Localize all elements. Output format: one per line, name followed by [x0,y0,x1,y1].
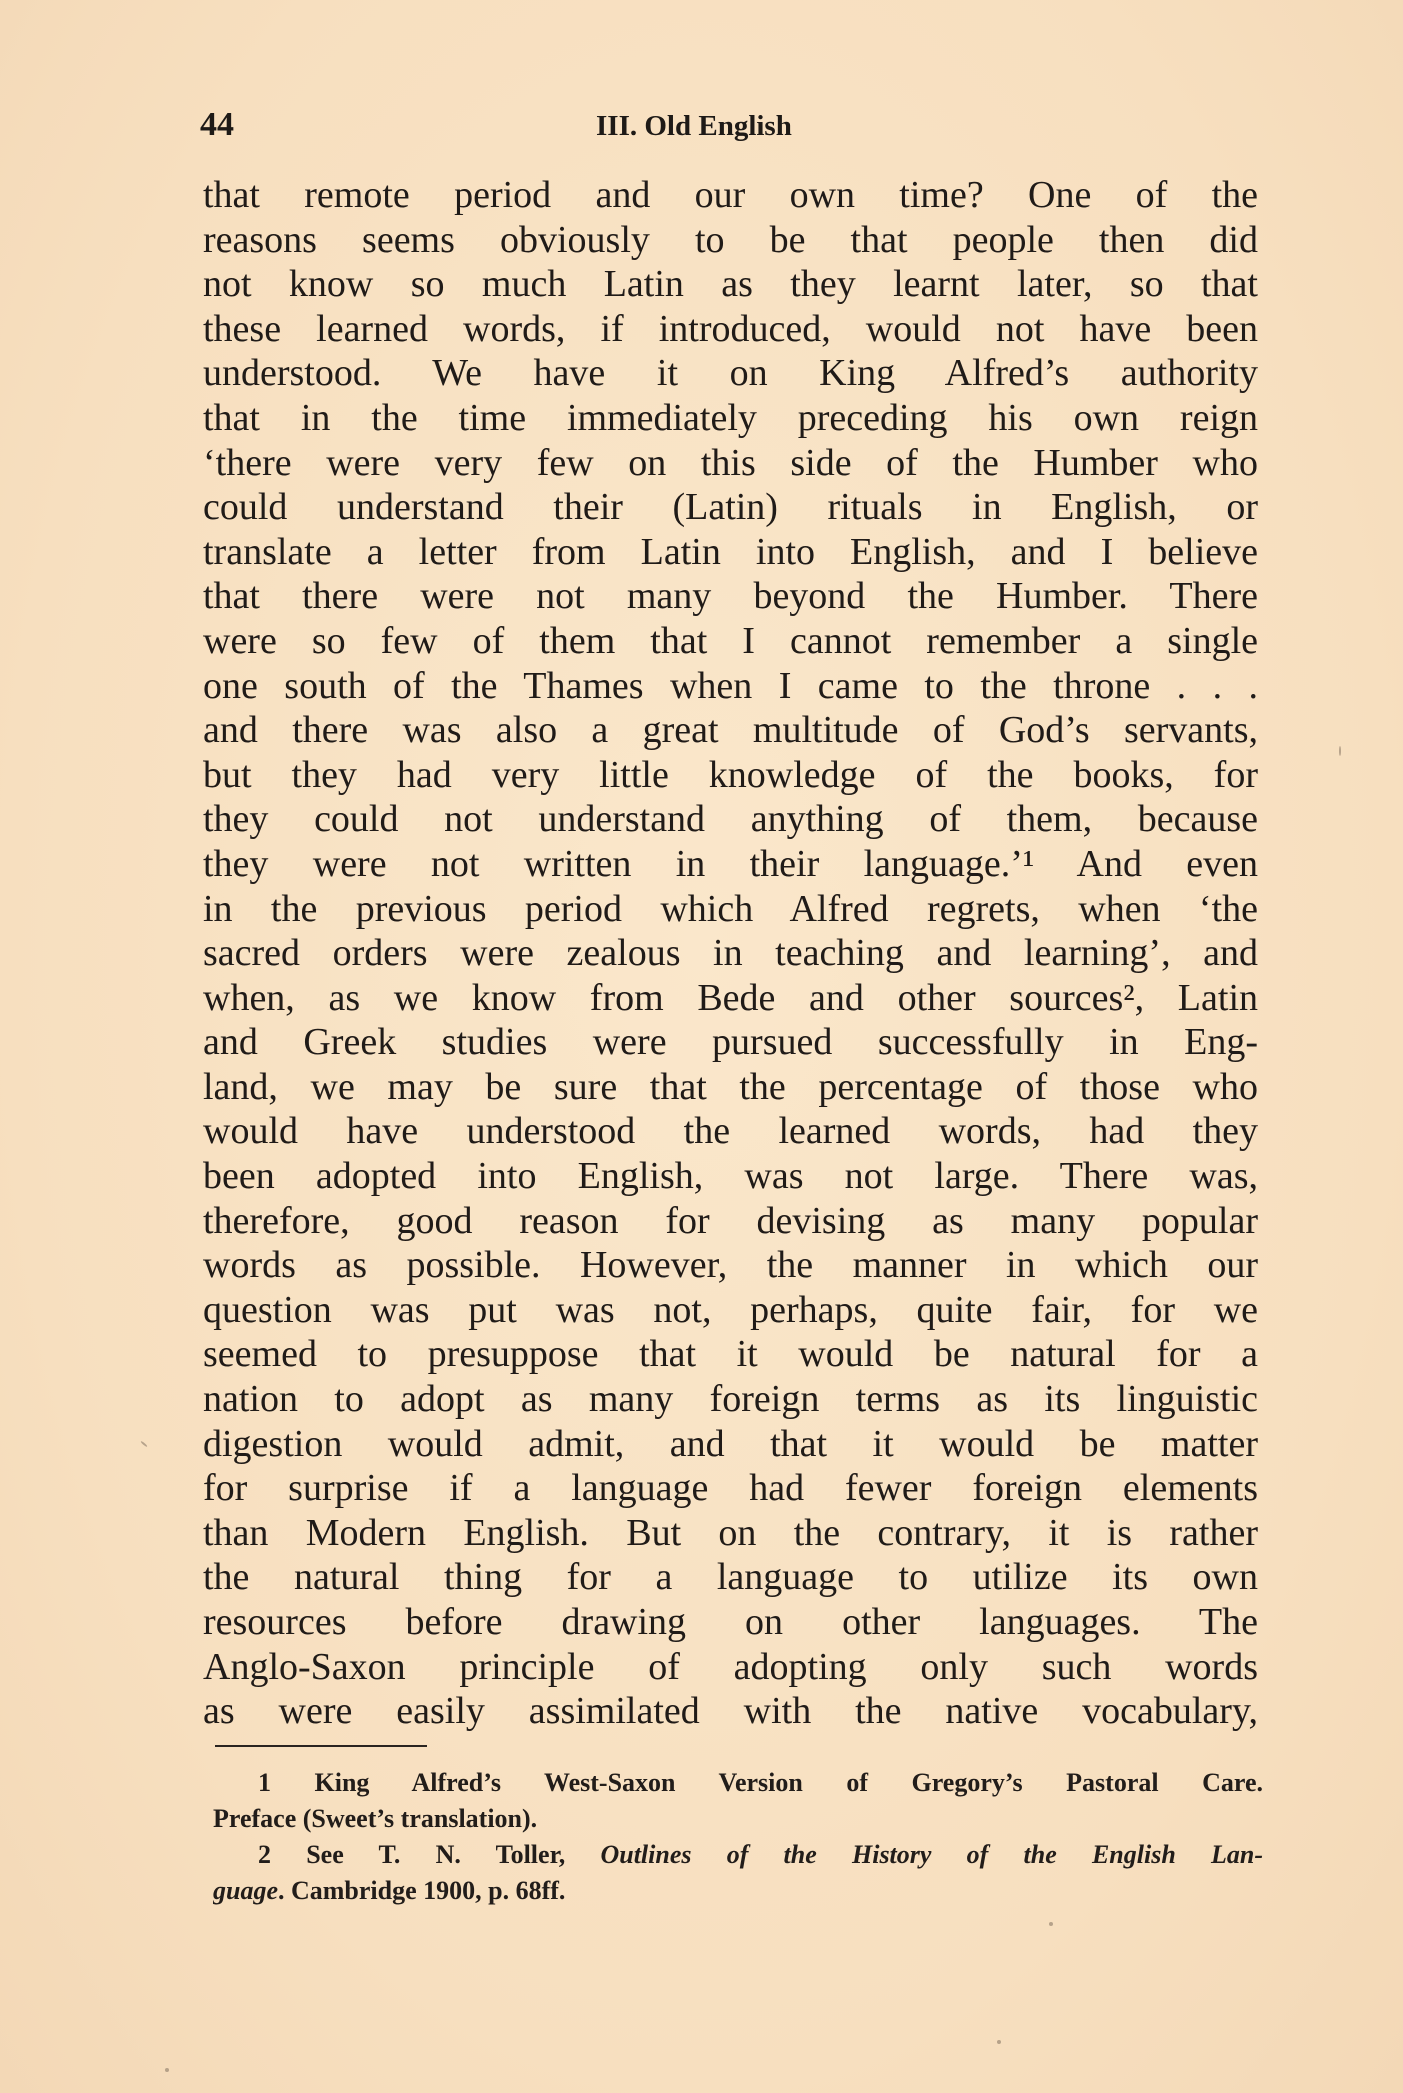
paper-speck [1339,746,1341,756]
text-line: understood. We have it on King Alfred’s authority [203,352,1258,395]
footnote-2-line-1 [213,1837,1263,1873]
text-line: would have understood the learned words, had they [203,1110,1258,1153]
text-line: land, we may be sure that the percentage of those who [203,1065,1258,1108]
paper-speck [165,2068,169,2072]
text-line: they were not written in their language.’¹ And even [203,842,1258,885]
footnote-2-title-part-1: Outlines of the History of the English Lan- [600,1840,1263,1869]
footnote-2-prefix: 2 See T. N. Toller, [258,1840,601,1869]
text-line: Anglo-Saxon principle of adopting only such words [203,1645,1258,1688]
text-line: they could not understand anything of them, because [203,798,1258,841]
text-line: these learned words, if introduced, would not have been [203,307,1258,350]
footnote-rule [215,1745,427,1747]
text-line: therefore, good reason for devising as many popular [203,1199,1258,1242]
text-line: that there were not many beyond the Humber. There [203,575,1258,618]
text-line: and there was also a great multitude of God’s servants, [203,709,1258,752]
running-head [200,106,1260,146]
text-line: sacred orders were zealous in teaching and learning’, and [203,932,1258,975]
text-line: translate a letter from Latin into English, and I believe [203,530,1258,573]
body-text [203,173,1258,1734]
page-number: 44 [200,106,234,143]
text-line: words as possible. However, the manner in which our [203,1244,1258,1287]
text-line: not know so much Latin as they learnt later, so that [203,263,1258,306]
footnote-2-title-part-2: guage [213,1876,278,1905]
text-line: nation to adopt as many foreign terms as its linguistic [203,1378,1258,1421]
text-line: were so few of them that I cannot remember a single [203,619,1258,662]
text-line: digestion would admit, and that it would be matter [203,1422,1258,1465]
text-line: been adopted into English, was not large. There was, [203,1155,1258,1198]
text-line: and Greek studies were pursued successfully in Eng- [203,1021,1258,1064]
text-line: resources before drawing on other languages. The [203,1601,1258,1643]
footnote-2-line-2 [213,1873,1263,1909]
paper-speck [997,2040,1001,2044]
text-line: as were easily assimilated with the native vocabulary, [203,1690,1258,1733]
footnote-2-citation: . Cambridge 1900, p. 68ff. [278,1876,566,1905]
text-line: one south of the Thames when I came to the throne . . . [203,664,1258,707]
paper-speck [1049,1922,1053,1926]
text-line: for surprise if a language had fewer foreign elements [203,1467,1258,1510]
paper-speck [140,1441,147,1448]
section-title: III. Old English [596,110,792,142]
text-line: could understand their (Latin) rituals in English, or [203,486,1258,529]
text-line: but they had very little knowledge of the books, for [203,753,1258,796]
text-line: that remote period and our own time? One of the [203,174,1258,216]
text-line: the natural thing for a language to utilize its own [203,1556,1258,1599]
text-line: question was put was not, perhaps, quite fair, for we [203,1288,1258,1331]
footnote-1-line-2: Preface (Sweet’s translation). [213,1804,538,1833]
text-line: than Modern English. But on the contrary, it is rather [203,1511,1258,1554]
footnotes [213,1765,1263,1909]
footnote-1-line-1: 1 King Alfred’s West-Saxon Version of Gregory’s Pastoral Care. [258,1768,1263,1797]
text-line: that in the time immediately preceding his own reign [203,396,1258,439]
text-line: in the previous period which Alfred regrets, when ‘the [203,887,1258,930]
text-line: seemed to presuppose that it would be natural for a [203,1333,1258,1376]
text-line: ‘there were very few on this side of the Humber who [203,441,1258,484]
text-line: reasons seems obviously to be that people then did [203,218,1258,261]
text-line: when, as we know from Bede and other sources², Latin [203,976,1258,1019]
